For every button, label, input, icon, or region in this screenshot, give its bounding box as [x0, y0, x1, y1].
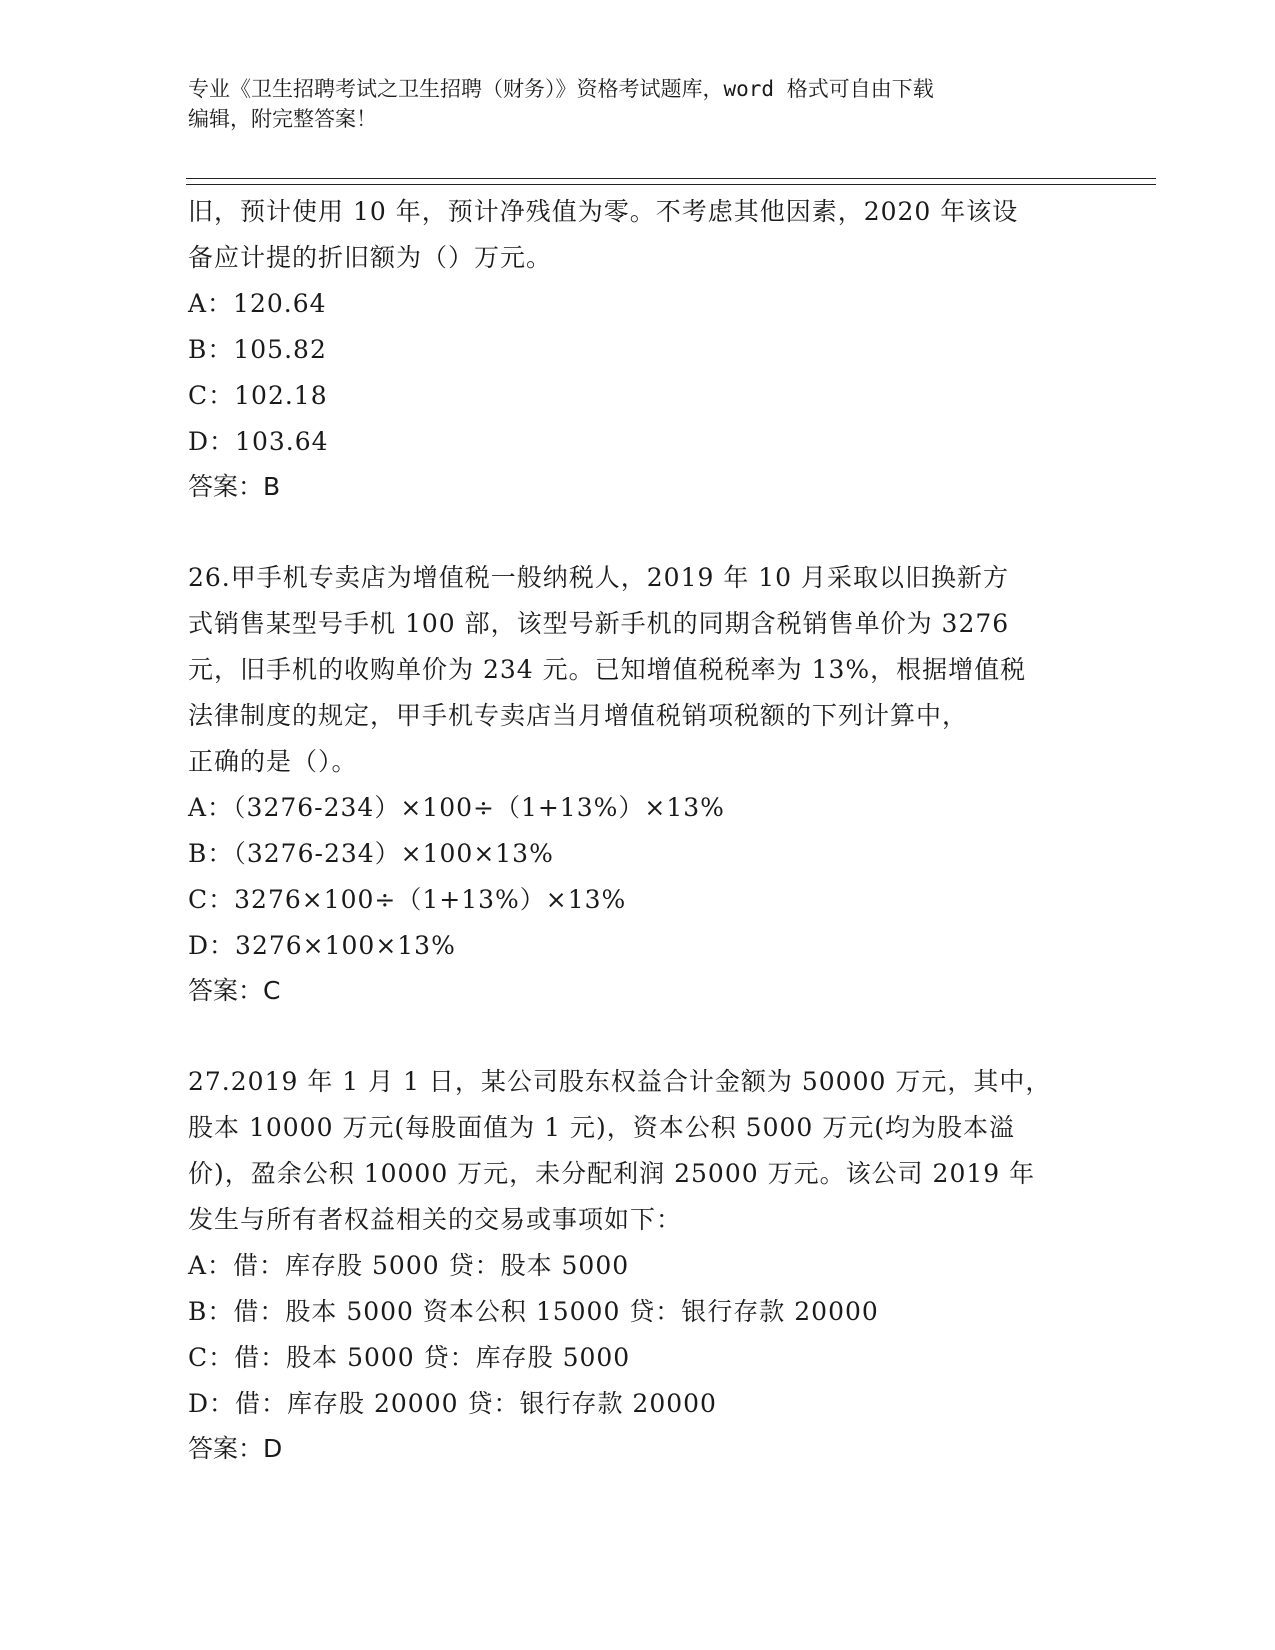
- question-stem-line: 正确的是（）。: [188, 747, 358, 776]
- question-27: [188, 1059, 1088, 1471]
- option-b: B：借：股本 5000 资本公积 15000 贷：银行存款 20000: [188, 1297, 879, 1326]
- question-25: [188, 189, 1088, 509]
- option-a: A：（3276-234）×100÷（1+13%）×13%: [188, 793, 725, 822]
- spacer: [188, 1013, 1088, 1059]
- option-d: D：103.64: [188, 427, 329, 456]
- spacer: [188, 509, 1088, 555]
- option-c: C：借：股本 5000 贷：库存股 5000: [188, 1343, 631, 1372]
- question-stem-line: 法律制度的规定，甲手机专卖店当月增值税销项税额的下列计算中，: [188, 701, 969, 730]
- question-stem-line: 股本 10000 万元(每股面值为 1 元)，资本公积 5000 万元(均为股本溢: [188, 1113, 1016, 1142]
- header-line-2: 编辑，附完整答案！: [188, 107, 377, 131]
- answer: 答案：B: [188, 472, 281, 501]
- option-a: A：120.64: [188, 289, 327, 318]
- option-d: D：3276×100×13%: [188, 931, 456, 960]
- option-c: C：3276×100÷（1+13%）×13%: [188, 885, 627, 914]
- option-c: C：102.18: [188, 381, 328, 410]
- question-stem-line: 发生与所有者权益相关的交易或事项如下：: [188, 1205, 683, 1234]
- question-stem-line: 备应计提的折旧额为（）万元。: [188, 243, 553, 272]
- option-d: D：借：库存股 20000 贷：银行存款 20000: [188, 1389, 717, 1418]
- question-stem-line: 27.2019 年 1 月 1 日，某公司股东权益合计金额为 50000 万元，其中，: [188, 1067, 1052, 1096]
- option-b: B：（3276-234）×100×13%: [188, 839, 554, 868]
- answer: 答案：C: [188, 976, 281, 1005]
- document-body: [188, 189, 1088, 1471]
- option-a: A：借：库存股 5000 贷：股本 5000: [188, 1251, 630, 1280]
- question-stem-line: 旧，预计使用 10 年，预计净残值为零。不考虑其他因素，2020 年该设: [188, 197, 1019, 226]
- question-stem-line: 式销售某型号手机 100 部，该型号新手机的同期含税销售单价为 3276: [188, 609, 1010, 638]
- document-header: [188, 74, 1088, 134]
- header-divider: [186, 178, 1156, 185]
- question-stem-line: 价)，盈余公积 10000 万元，未分配利润 25000 万元。该公司 2019 年: [188, 1159, 1036, 1188]
- question-stem-line: 26.甲手机专卖店为增值税一般纳税人，2019 年 10 月采取以旧换新方: [188, 563, 1010, 592]
- option-b: B：105.82: [188, 335, 327, 364]
- header-line-1: 专业《卫生招聘考试之卫生招聘（财务）》资格考试题库，word 格式可自由下载: [188, 77, 934, 101]
- question-26: [188, 555, 1088, 1013]
- answer: 答案：D: [188, 1434, 283, 1463]
- question-stem-line: 元，旧手机的收购单价为 234 元。已知增值税税率为 13%，根据增值税: [188, 655, 1027, 684]
